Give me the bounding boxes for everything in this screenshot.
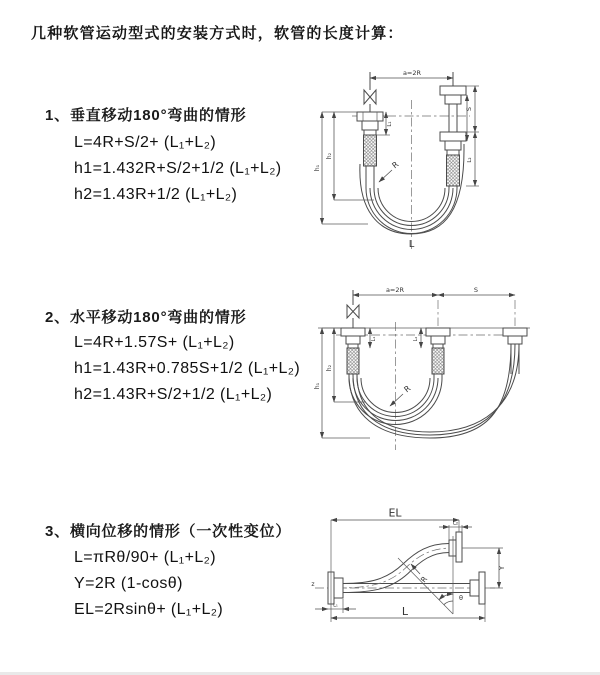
radius-callout <box>379 160 401 182</box>
dim-a2r-label: a=2R <box>385 286 405 294</box>
section-3-heading: 3、横向位移的情形（一次性变位） <box>45 523 292 540</box>
section-2-heading: 2、水平移动180°弯曲的情形 <box>45 309 247 326</box>
left-flange <box>328 572 343 604</box>
section-2-formula-h1: h1=1.43R+0.785S+1/2 (L₁+L₂) <box>74 360 301 377</box>
right-fitting-upper <box>440 72 466 132</box>
radius-label: R <box>418 574 430 585</box>
section-1-heading: 1、垂直移动180°弯曲的情形 <box>45 107 247 124</box>
dim-a2r-label: a=2R <box>402 69 422 77</box>
radius-callout <box>390 384 413 406</box>
braided-hose-section <box>447 155 460 186</box>
dim-l2-label: L₂ <box>452 520 459 527</box>
dim-l-label: L <box>401 605 409 618</box>
page-title: 几种软管运动型式的安装方式时，软管的长度计算： <box>31 25 404 42</box>
dim-s-label: S <box>473 286 479 294</box>
valve-icon <box>347 305 359 318</box>
braided-hose-section <box>364 135 377 166</box>
left-fitting <box>341 290 365 374</box>
valve-icon <box>364 90 376 104</box>
section-2-formula-h2: h2=1.43R+S/2+1/2 (L₁+L₂) <box>74 386 273 403</box>
dimension-l1 <box>370 328 377 348</box>
dim-l1-label: L₁ <box>333 602 338 609</box>
braided-hose-section <box>347 348 359 374</box>
braided-hose-section <box>432 348 444 374</box>
centerlines <box>336 300 526 450</box>
section-1-formula-h2: h2=1.43R+1/2 (L₁+L₂) <box>74 186 238 203</box>
diagram-lateral-displacement <box>303 496 599 656</box>
radius-label: R <box>402 383 413 395</box>
section-3-formula-L: L=πRθ/90+ (L₁+L₂) <box>74 549 216 566</box>
section-1-formula-h1: h1=1.432R+S/2+1/2 (L₁+L₂) <box>74 160 282 177</box>
section-2-formula-L: L=4R+1.57S+ (L₁+L₂) <box>74 334 235 351</box>
section-1-formula-L: L=4R+S/2+ (L₁+L₂) <box>74 134 217 151</box>
dimension-l1 <box>315 599 356 613</box>
middle-fitting <box>426 328 450 374</box>
right-flange-original <box>470 572 485 604</box>
upper-flange-displaced <box>449 532 462 562</box>
radius-label: R <box>390 159 401 171</box>
dimension-s <box>438 286 515 295</box>
dimension-l2 <box>413 328 421 348</box>
dimension-s <box>465 86 479 141</box>
angle-label: θ <box>459 594 463 602</box>
dim-l2-label: L₂ <box>467 157 473 163</box>
dim-l1-label: L₁ <box>371 336 377 342</box>
section-3-formula-EL: EL=2Rsinθ+ (L₁+L₂) <box>74 601 224 618</box>
dim-s-label: S <box>465 106 473 112</box>
hose-s-curve <box>337 544 453 593</box>
diagram-vertical-180-bend <box>312 64 597 260</box>
dim-y-label: Y <box>498 565 506 571</box>
dim-h1-label: h₁ <box>314 382 321 390</box>
dim-el-label: EL <box>388 506 402 520</box>
dimension-a2r <box>370 69 453 78</box>
dim-l1-label: L₁ <box>387 121 393 127</box>
dimension-l2 <box>466 132 479 186</box>
dim-l2-label: L₂ <box>413 336 419 342</box>
length-label: L <box>408 239 415 250</box>
dimension-el <box>331 507 459 623</box>
angle-construction <box>398 536 463 614</box>
dimension-l <box>331 604 485 622</box>
dim-h1-label: h₁ <box>314 164 321 172</box>
dimension-a2r <box>353 286 438 295</box>
dim-h2-label: h₂ <box>326 364 333 372</box>
centerline-mark: z <box>311 581 315 588</box>
dim-h2-label: h₂ <box>326 152 333 160</box>
section-3-formula-Y: Y=2R (1-cosθ) <box>74 575 183 592</box>
diagram-horizontal-180-bend <box>308 282 598 457</box>
left-fitting <box>357 72 383 166</box>
